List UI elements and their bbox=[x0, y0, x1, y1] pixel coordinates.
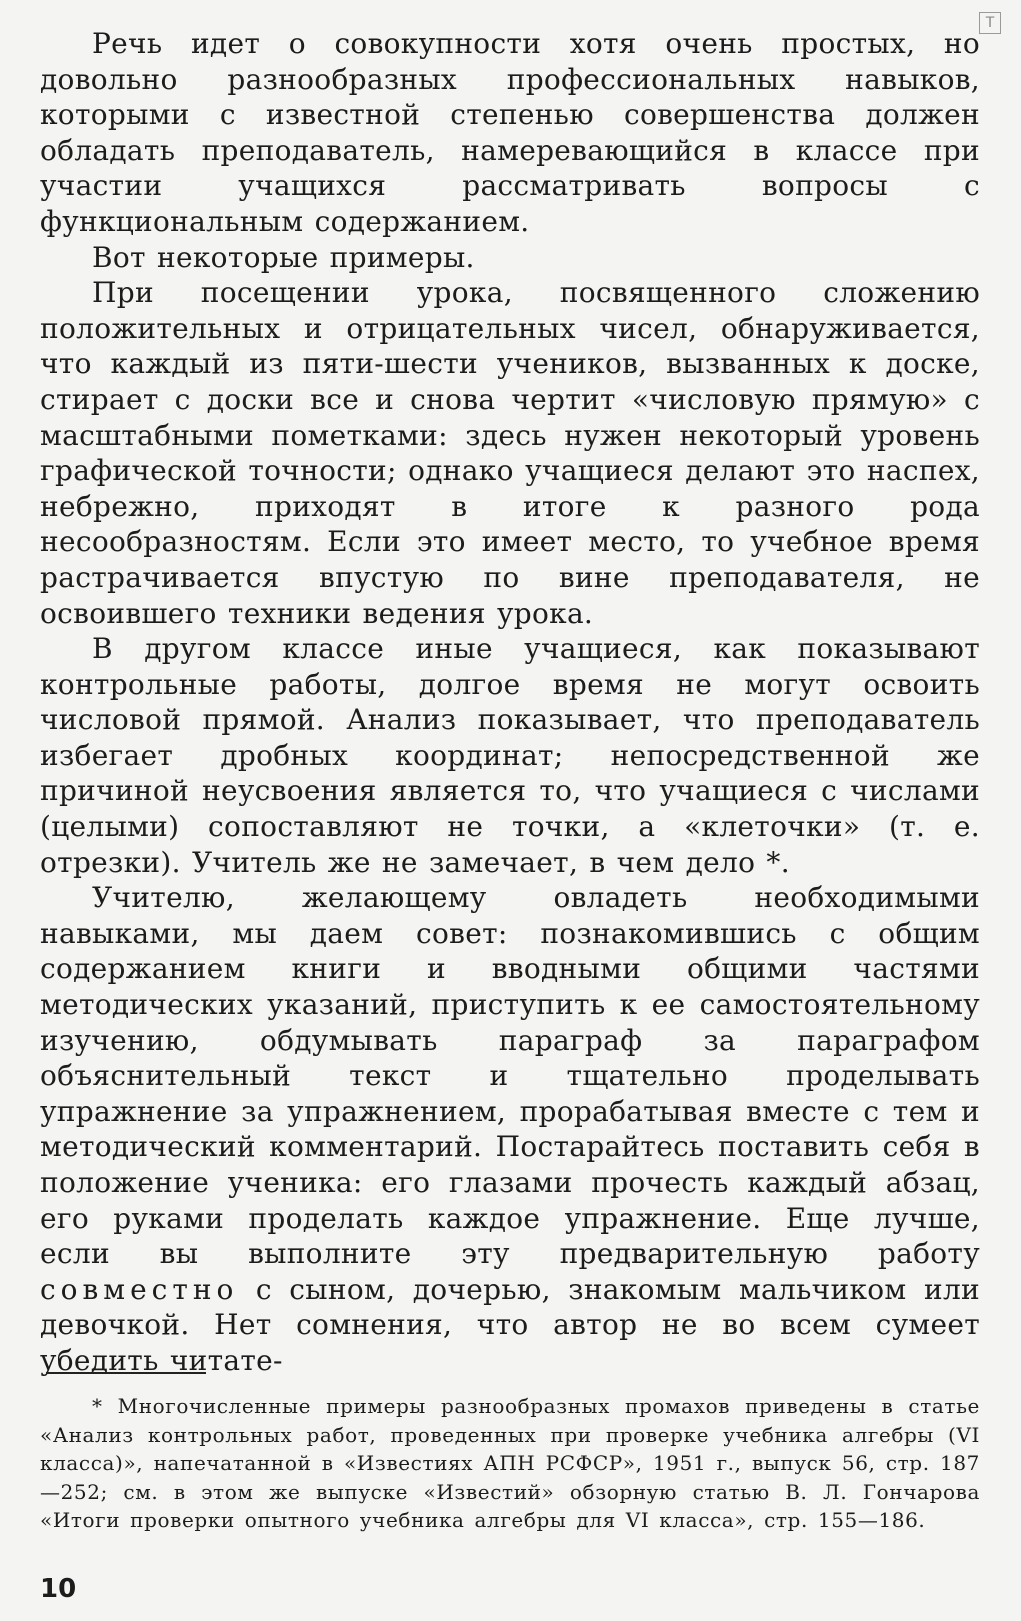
paragraph-4: В другом классе иные учащиеся, как показывают контрольные работы, долгое время не могут освоить числовой прямой. Анализ показывает, что преподаватель избегает дробных координат; непосредственной же причиной неусвоения является то, что учащиеся с числами (целыми) сопоставляют не точки, а «клеточки» (т. е. отрезки). Учитель же не замечает, в чем дело *. bbox=[40, 632, 980, 879]
footnote: * Многочисленные примеры разнообразных промахов приведены в статье «Анализ контрольных работ, проведенных при проверке учебника алгебры (VI класса)», напечатанной в «Известиях АПН РСФСР», 1951 г., выпуск 56, стр. 187—252; см. в этом же выпуске «Известий» обзорную статью В. Л. Гончарова «Итоги проверки опытного учебника алгебры для VI класса», стр. 155—186. bbox=[40, 1394, 980, 1533]
main-text bbox=[40, 26, 980, 1379]
page-number: 10 bbox=[40, 1574, 77, 1604]
paragraph-1: Речь идет о совокупности хотя очень простых, но довольно разнообразных профессиональных навыков, которыми с известной степенью совершенства должен обладать преподаватель, намеревающийся в классе при участии учащихся рассматривать вопросы с функциональным содержанием. bbox=[40, 27, 980, 238]
paragraph-5-start: Учителю, желающему овладеть необходимыми навыками, мы даем совет: познакомившись с общим содержанием книги и вводными общими частями методических указаний, приступить к ее самостоятельному изучению, обдумывать параграф за параграфом объяснительный текст и тщательно проделывать упражнение за упражнением, прорабатывая вместе с тем и методический комментарий. Постарайтесь поставить себя в положение ученика: его глазами прочесть каждый абзац, его руками проделать каждое упражнение. Еще лучше, если вы выполните эту предварительную работу bbox=[40, 881, 980, 1271]
corner-badge: T bbox=[979, 12, 1001, 34]
paragraph-5-end: с сыном, дочерью, знакомым мальчиком или девочкой. Нет сомнения, что автор не во всем сумеет убедить читате- bbox=[40, 1272, 980, 1377]
emphasis-word: совместно bbox=[40, 1272, 239, 1306]
paragraph-5 bbox=[40, 880, 980, 1378]
footnote-divider bbox=[46, 1372, 206, 1374]
paragraph-2: Вот некоторые примеры. bbox=[92, 240, 475, 274]
paragraph-3: При посещении урока, посвященного сложению положительных и отрицательных чисел, обнаруживается, что каждый из пяти-шести учеников, вызванных к доске, стирает с доски все и снова чертит «числовую прямую» с масштабными пометками: здесь нужен некоторый уровень графической точности; однако учащиеся делают это наспех, небрежно, приходят в итоге к разного рода несообразностям. Если это имеет место, то учебное время растрачивается впустую по вине преподавателя, не освоившего техники ведения урока. bbox=[40, 276, 980, 630]
